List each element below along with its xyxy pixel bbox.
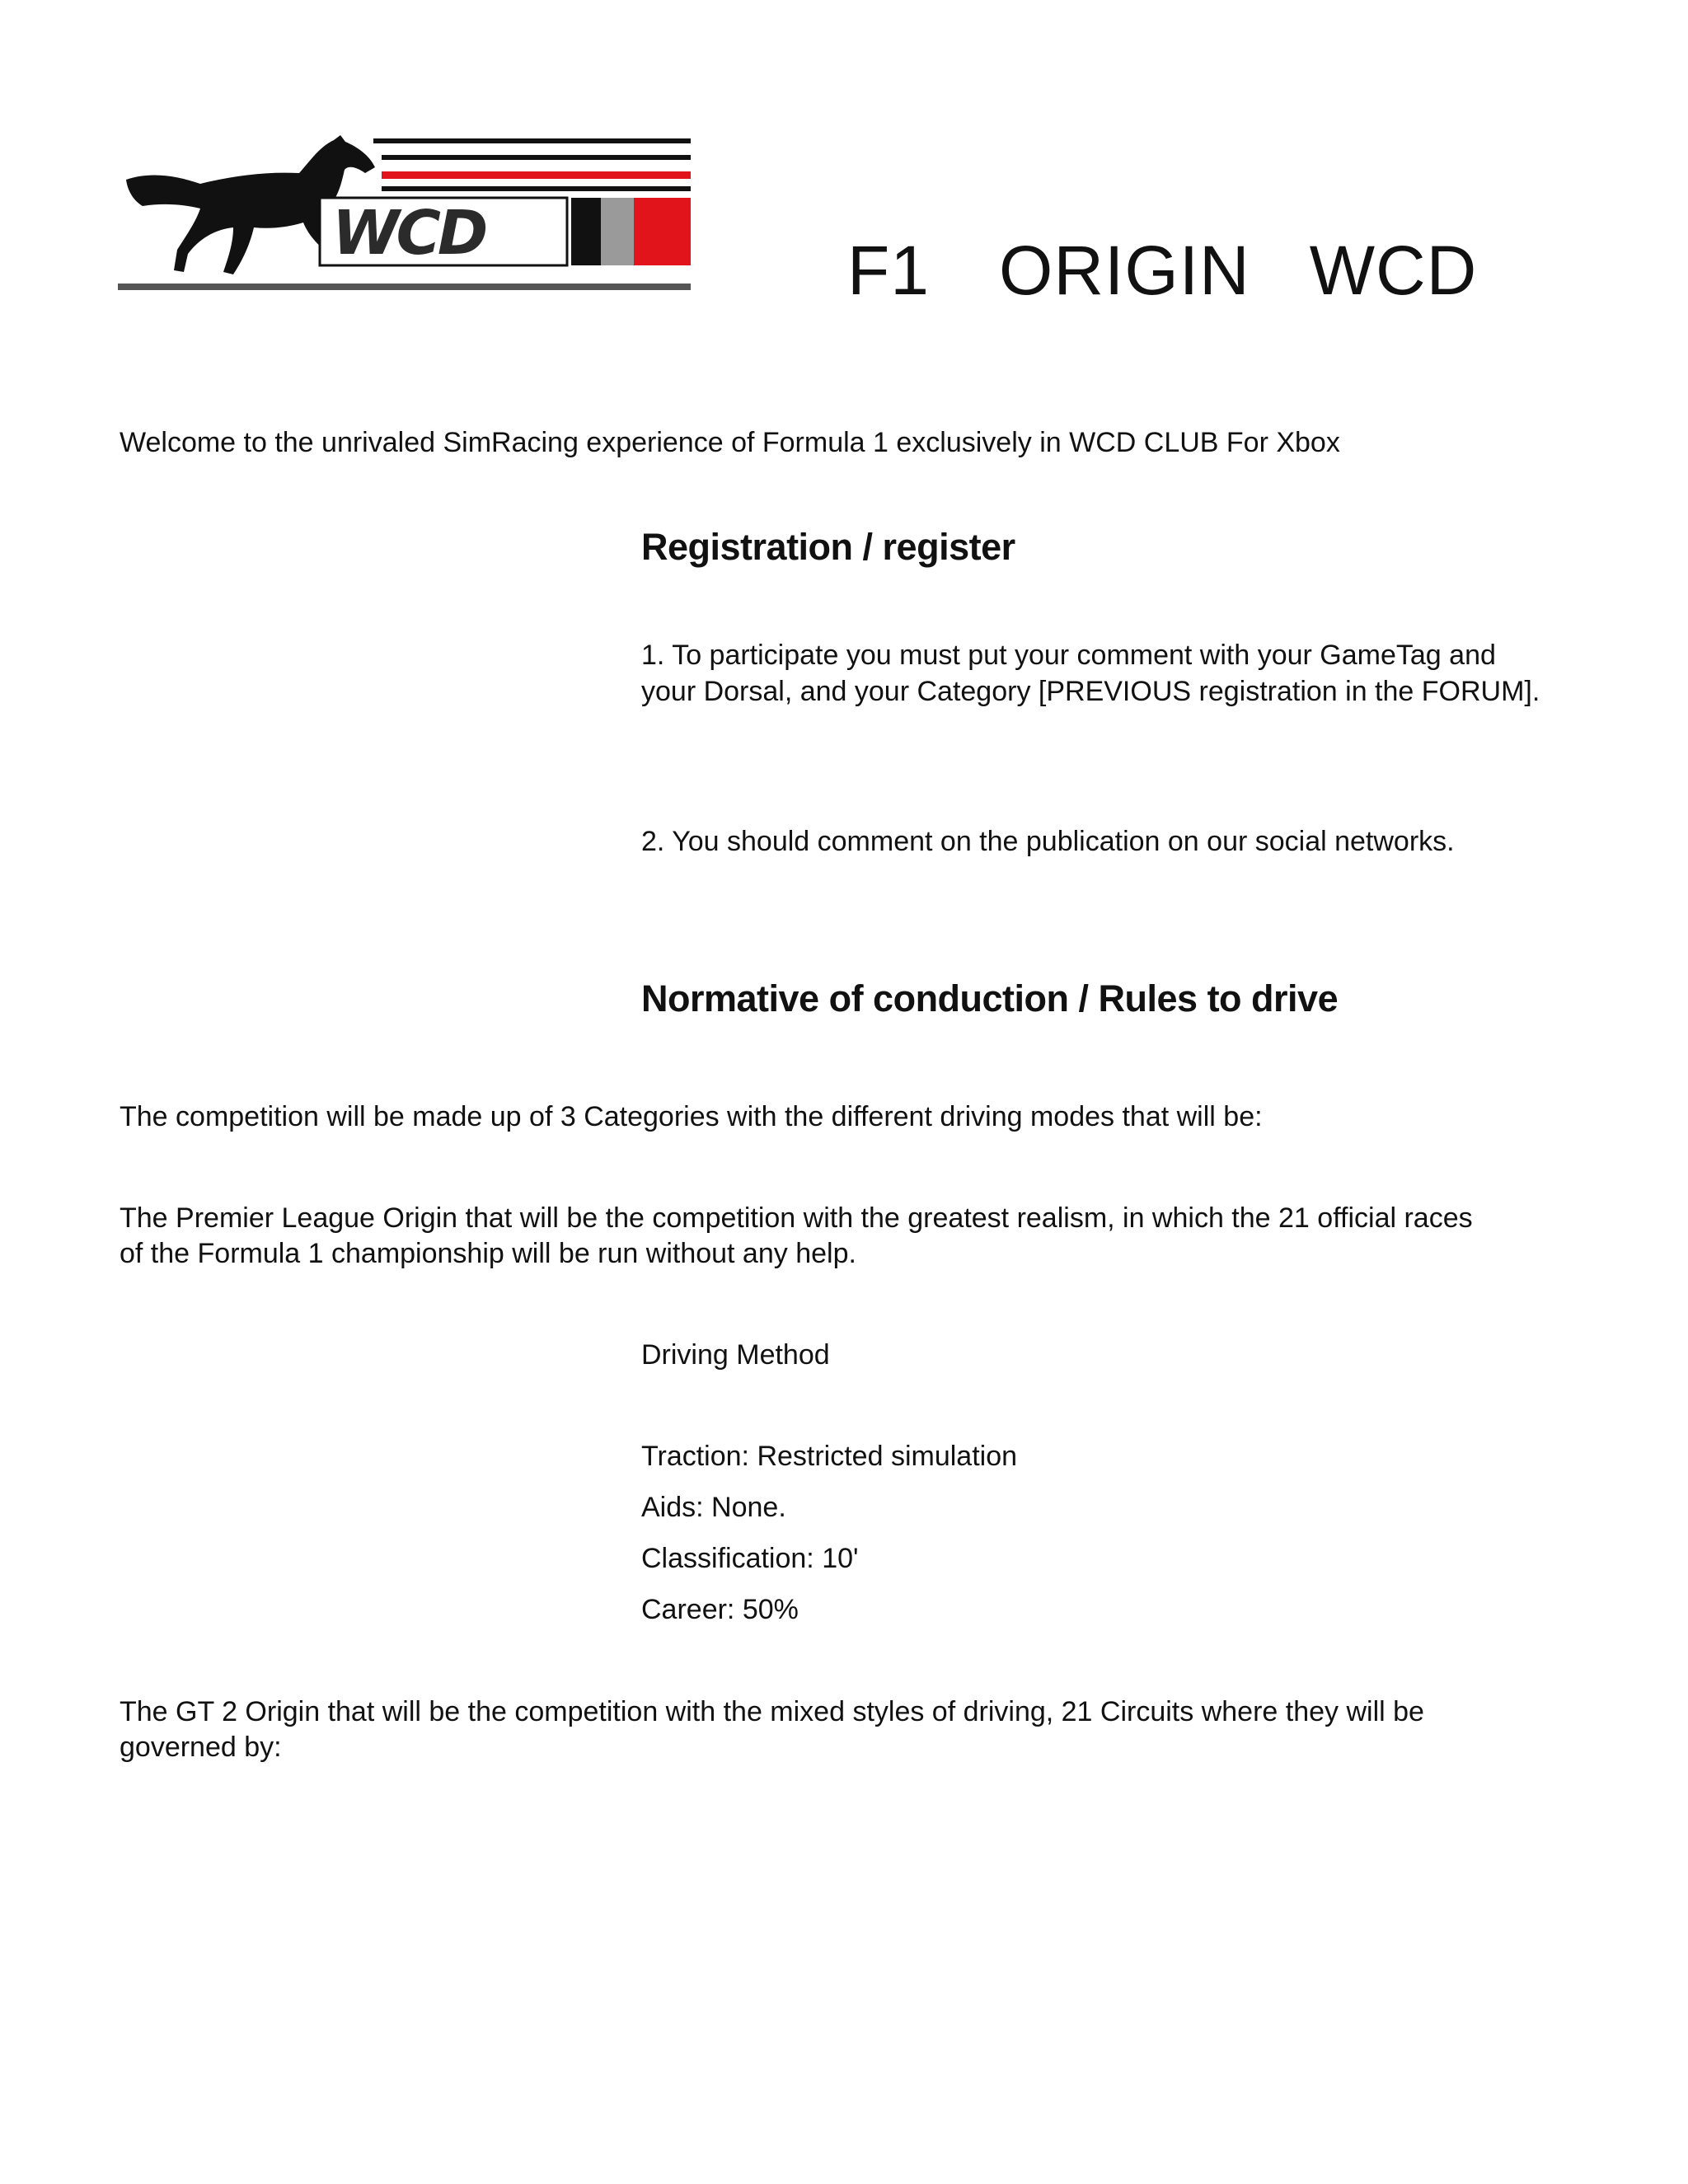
rules-heading: Normative of conduction / Rules to drive bbox=[641, 977, 1339, 1019]
classification-setting: Classification: 10' bbox=[641, 1543, 859, 1574]
wcd-logo bbox=[118, 130, 691, 295]
aids-setting: Aids: None. bbox=[641, 1492, 786, 1523]
welcome-text: Welcome to the unrivaled SimRacing experience of Formula 1 exclusively in WCD CLUB For Xbox bbox=[120, 427, 1340, 458]
registration-item-1-line-1: 1. To participate you must put your comment with your GameTag and bbox=[641, 640, 1496, 671]
premier-line-2: of the Formula 1 championship will be run without any help. bbox=[120, 1238, 856, 1269]
title-part-origin: ORIGIN bbox=[999, 232, 1250, 309]
logo-wordmark: WCD bbox=[332, 198, 485, 269]
page-title bbox=[847, 231, 1477, 311]
gt2-line-2: governed by: bbox=[120, 1732, 282, 1763]
driving-method-label: Driving Method bbox=[641, 1339, 830, 1371]
registration-item-1-line-2: your Dorsal, and your Category [PREVIOUS registration in the FORUM]. bbox=[641, 676, 1540, 707]
horse-logo-icon bbox=[118, 130, 691, 295]
career-setting: Career: 50% bbox=[641, 1594, 799, 1625]
registration-item-2: 2. You should comment on the publication on our social networks. bbox=[641, 826, 1455, 857]
registration-heading: Registration / register bbox=[641, 526, 1015, 568]
premier-line-1: The Premier League Origin that will be the competition with the greatest realism, in which the 21 official races bbox=[120, 1202, 1473, 1234]
title-part-f1: F1 bbox=[847, 232, 931, 309]
title-part-wcd: WCD bbox=[1309, 232, 1478, 309]
rules-intro: The competition will be made up of 3 Categories with the different driving modes that will be: bbox=[120, 1101, 1263, 1132]
gt2-line-1: The GT 2 Origin that will be the competition with the mixed styles of driving, 21 Circuits where they will be bbox=[120, 1696, 1424, 1727]
traction-setting: Traction: Restricted simulation bbox=[641, 1441, 1018, 1472]
